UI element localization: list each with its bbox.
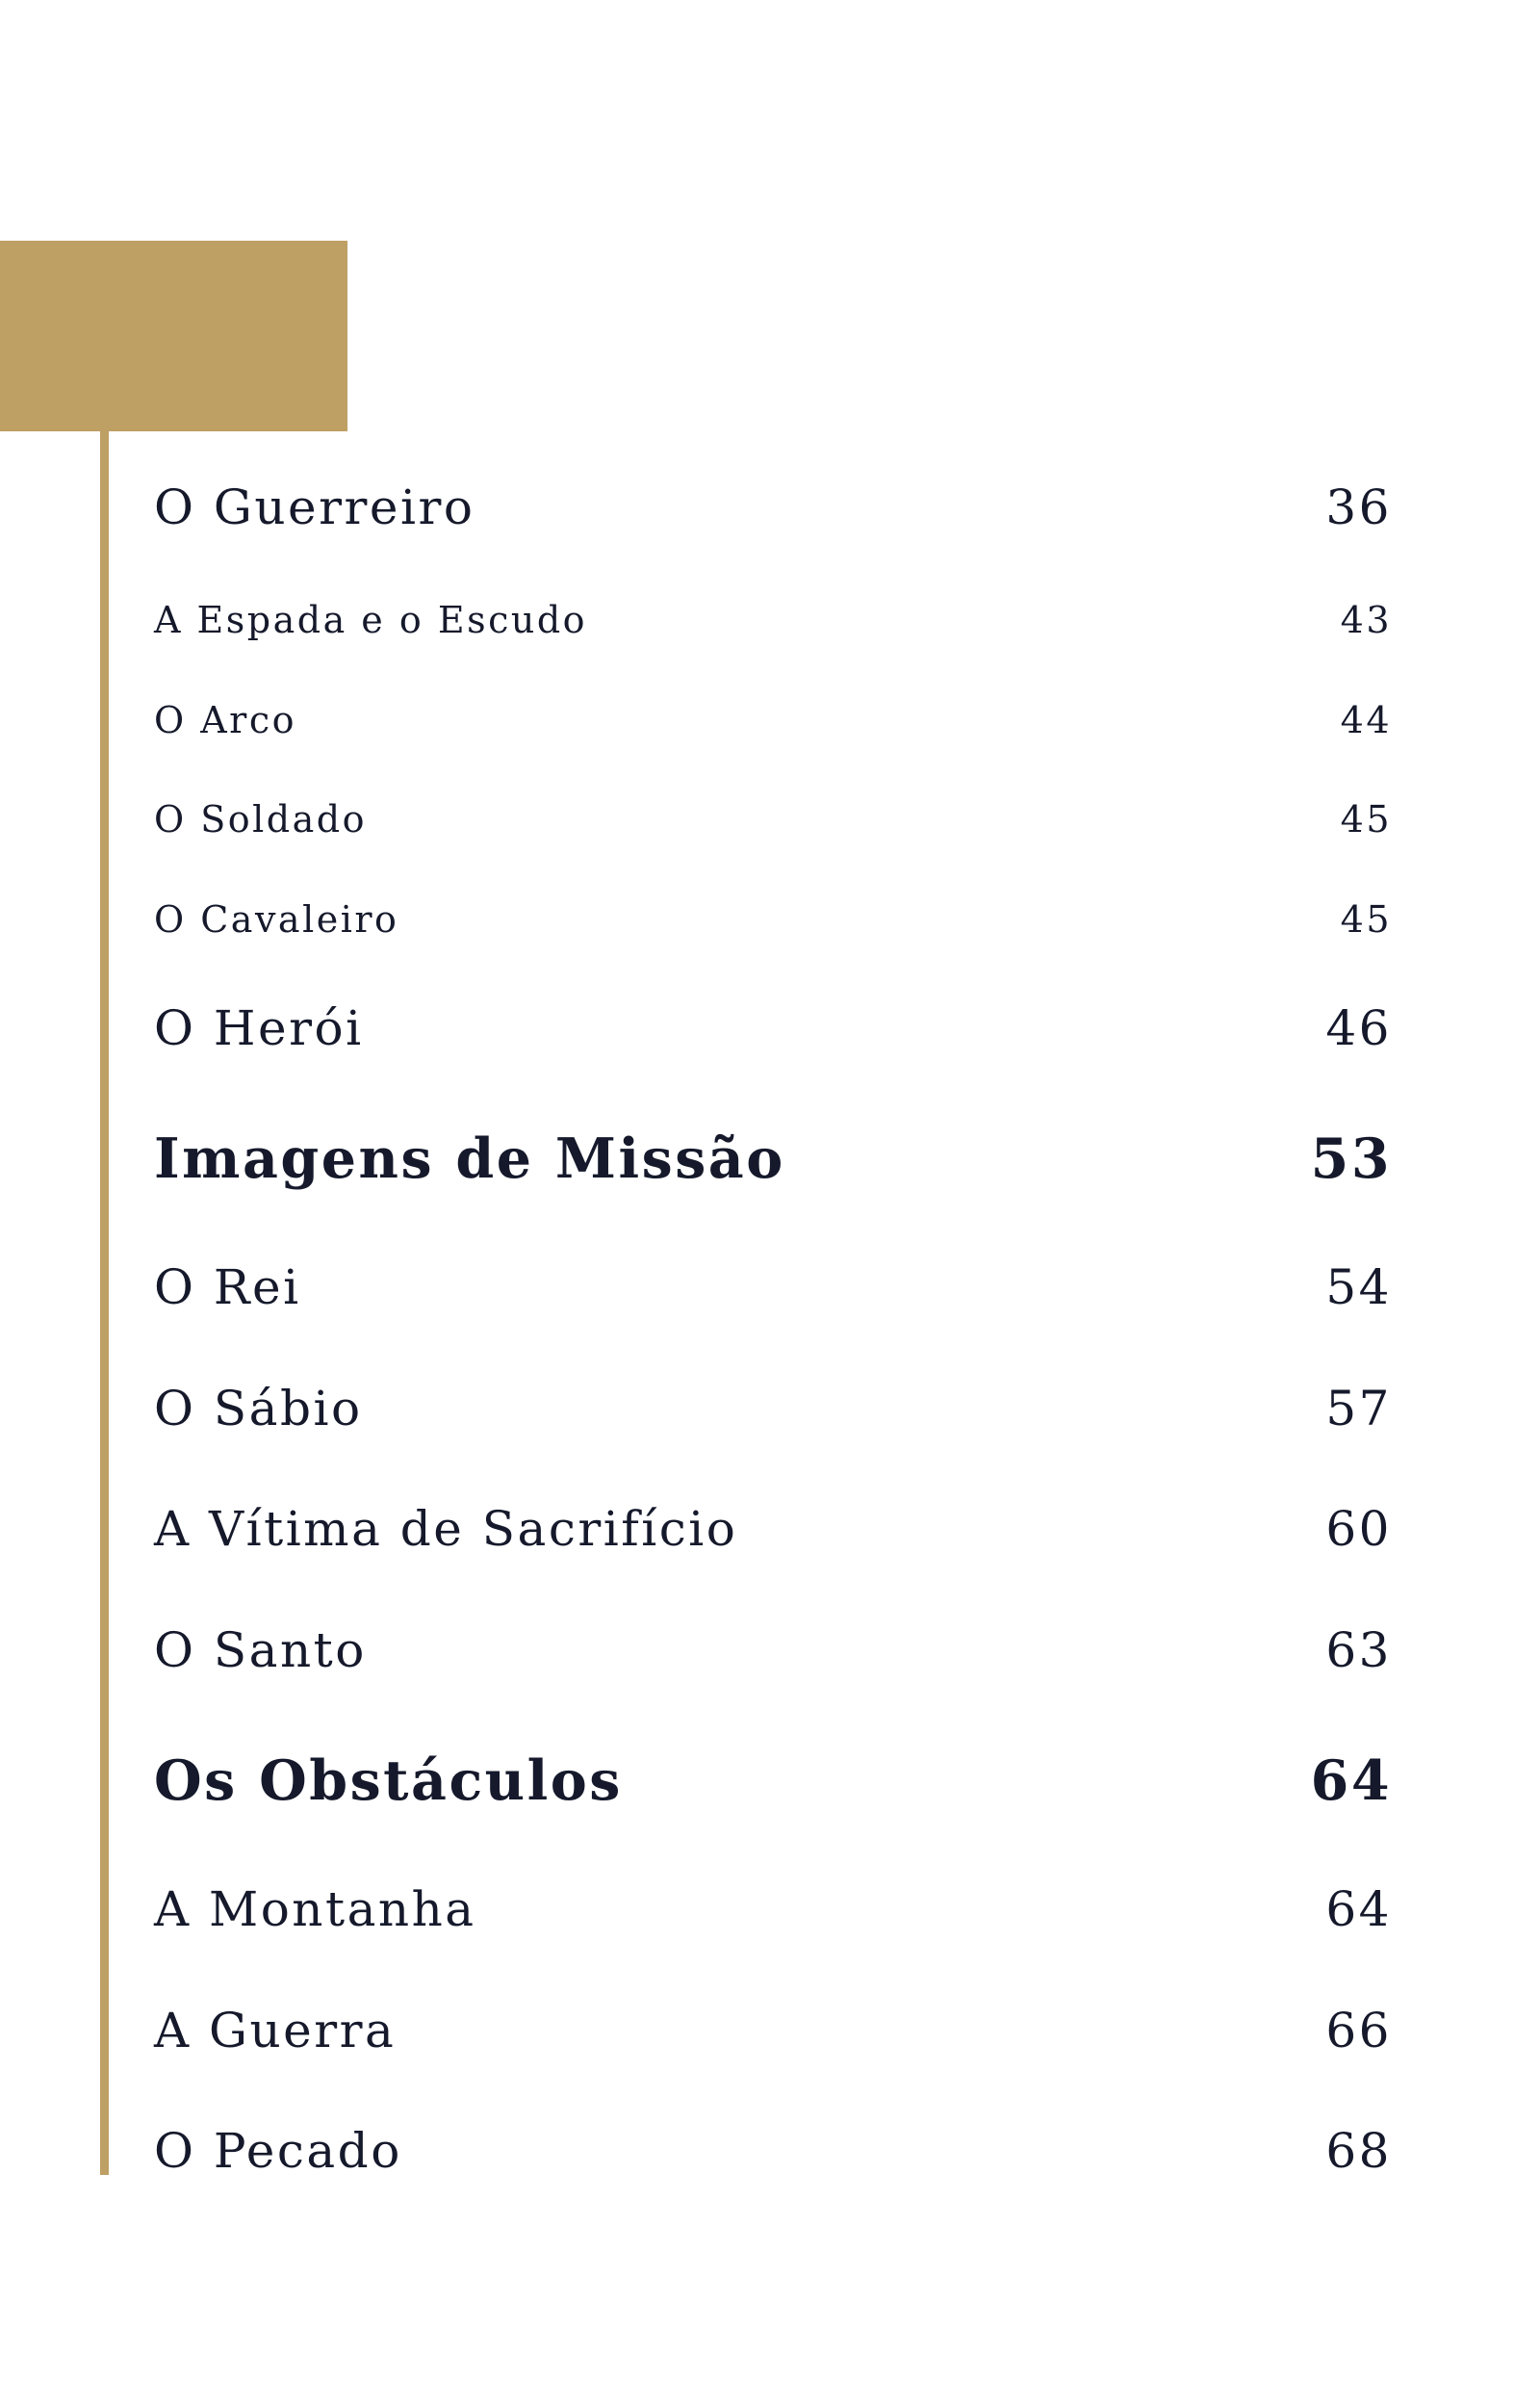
toc-entry-page: 64: [1325, 1881, 1392, 1937]
toc-section-page: 64: [1310, 1748, 1392, 1813]
toc-section-title: Os Obstáculos: [154, 1748, 623, 1813]
toc-entry-page: 66: [1325, 2003, 1392, 2058]
toc-entry-title: O Herói: [154, 1000, 364, 1056]
toc-entry-a-vitima-de-sacrificio[interactable]: [154, 1501, 1392, 1557]
gold-accent-block: [0, 241, 347, 431]
toc-section-title: Imagens de Missão: [154, 1126, 785, 1191]
toc-entry-title: A Montanha: [154, 1881, 476, 1937]
toc-section-os-obstaculos[interactable]: [154, 1748, 1392, 1813]
toc-entry-o-santo[interactable]: [154, 1622, 1392, 1678]
toc-entry-title: O Santo: [154, 1622, 367, 1678]
toc-entry-page: 60: [1325, 1501, 1392, 1557]
toc-entry-page: 44: [1340, 699, 1392, 741]
toc-entry-title: O Cavaleiro: [154, 898, 399, 941]
toc-entry-page: 63: [1325, 1622, 1392, 1678]
toc-entry-title: O Arco: [154, 699, 296, 741]
toc-entry-title: A Vítima de Sacrifício: [154, 1501, 738, 1557]
toc-entry-a-montanha[interactable]: [154, 1881, 1392, 1937]
toc-entry-page: 57: [1325, 1381, 1392, 1436]
toc-entry-page: 46: [1325, 1000, 1392, 1056]
toc-entry-page: 36: [1325, 479, 1392, 535]
toc-entry-title: O Soldado: [154, 798, 367, 841]
toc-entry-o-rei[interactable]: [154, 1259, 1392, 1315]
toc-entry-o-pecado[interactable]: [154, 2123, 1392, 2179]
toc-entry-o-cavaleiro[interactable]: [154, 898, 1392, 941]
toc-entry-o-soldado[interactable]: [154, 798, 1392, 841]
toc-entry-title: O Rei: [154, 1259, 301, 1315]
toc-entry-title: O Sábio: [154, 1381, 363, 1436]
toc-entry-title: A Espada e o Escudo: [154, 599, 588, 641]
toc-entry-o-sabio[interactable]: [154, 1381, 1392, 1436]
toc-entry-a-guerra[interactable]: [154, 2003, 1392, 2058]
toc-section-page: 53: [1310, 1126, 1392, 1191]
toc-entry-o-heroi[interactable]: [154, 1000, 1392, 1056]
toc-entry-title: O Guerreiro: [154, 479, 475, 535]
toc-entry-title: O Pecado: [154, 2123, 402, 2179]
toc-entry-title: A Guerra: [154, 2003, 397, 2058]
toc-entry-page: 45: [1340, 798, 1392, 841]
toc-entry-o-guerreiro[interactable]: [154, 479, 1392, 535]
toc-entry-page: 45: [1340, 898, 1392, 941]
gold-vertical-rule: [100, 431, 109, 2175]
toc-entry-page: 43: [1340, 599, 1392, 641]
toc-entry-o-arco[interactable]: [154, 699, 1392, 741]
toc-section-imagens-de-missao[interactable]: [154, 1126, 1392, 1191]
toc-entry-page: 54: [1325, 1259, 1392, 1315]
toc-entry-a-espada-e-o-escudo[interactable]: [154, 599, 1392, 641]
toc-entry-page: 68: [1325, 2123, 1392, 2179]
